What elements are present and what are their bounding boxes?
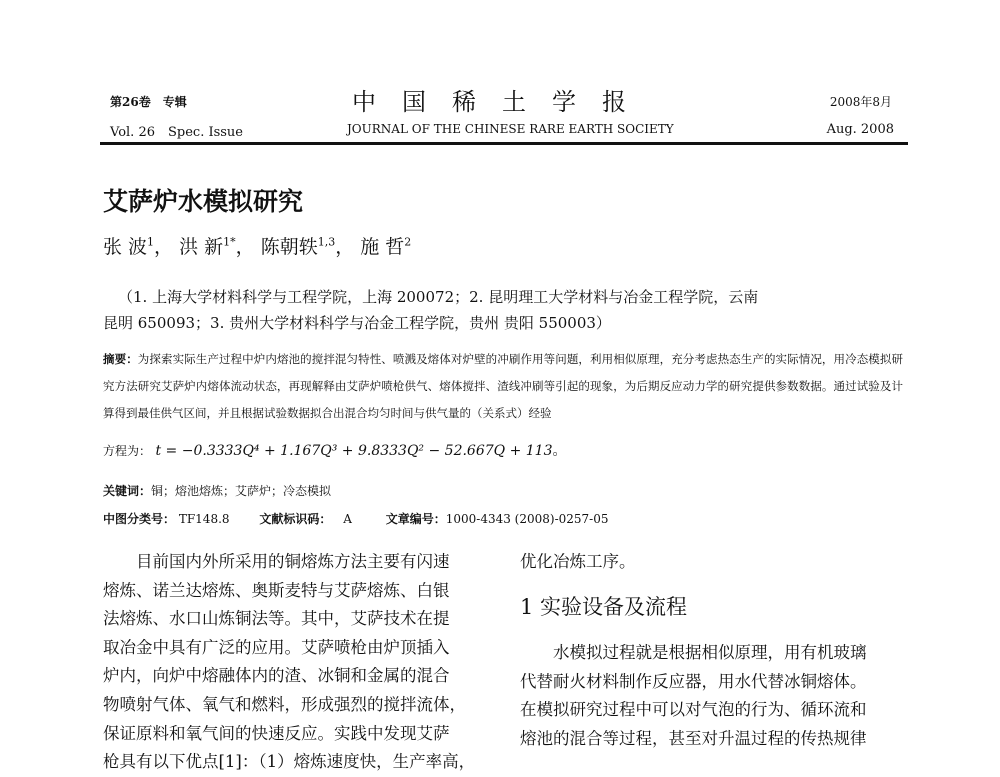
- formula-line: 方程为： t = −0.3333Q⁴ + 1.167Q³ + 9.8333Q² − 52.667Q + 113。: [103, 443, 567, 459]
- article-title: 艾萨炉水模拟研究: [103, 187, 304, 216]
- body-line: 保证原料和氧气间的快速反应。实践中发现艾萨: [103, 723, 450, 743]
- journal-title-cn: 中国稀土学报: [352, 88, 652, 116]
- article-number-label: 文章编号：: [385, 512, 446, 526]
- body-line: 取冶金中具有广泛的应用。艾萨喷枪由炉顶插入: [103, 637, 450, 657]
- body-line: 目前国内外所采用的铜熔炼方法主要有闪速: [136, 552, 450, 571]
- date-cn: 2008年8月: [829, 95, 892, 109]
- affiliations-line-1: （1. 上海大学材料科学与工程学院，上海 200072；2. 昆明理工大学材料与冶金工程学院，云南: [118, 288, 759, 306]
- body-line: 优化冶炼工序。: [520, 552, 636, 571]
- author-name: 施 哲: [360, 236, 405, 258]
- abstract-label: 摘要：: [103, 352, 138, 366]
- keywords-line: [103, 482, 331, 499]
- body-line: 水模拟过程就是根据相似原理，用有机玻璃: [553, 643, 867, 663]
- body-line: 在模拟研究过程中可以对气泡的行为、循环流和: [520, 700, 867, 720]
- body-line: 炉内，向炉中熔融体内的渣、冰铜和金属的混合: [103, 666, 450, 686]
- body-line: 熔池的混合等过程，甚至对升温过程的传热规律: [520, 728, 867, 748]
- volume-cn: 第26卷 专辑: [110, 95, 187, 109]
- clc-value: TF148.8: [178, 512, 230, 526]
- body-line: 物喷射气体、氧气和燃料，形成强烈的搅拌流体，: [103, 694, 466, 714]
- clc-label: 中图分类号：: [103, 512, 176, 526]
- body-line: 法熔炼、水口山炼铜法等。其中，艾萨技术在提: [103, 609, 450, 629]
- body-line: 枪具有以下优点[1]：（1）熔炼速度快，生产率高，: [103, 752, 476, 772]
- author-affiliation-mark: 1*: [223, 235, 236, 249]
- doc-code-label: 文献标识码：: [259, 512, 332, 526]
- classification-line: [103, 510, 609, 527]
- author-name: 张 波: [103, 236, 148, 258]
- abstract-text: 为探索实际生产过程中炉内熔池的搅拌混匀特性、喷溅及熔体对炉壁的冲刷作用等问题，利用相似原理，充分考虑热态生产的实际情况，用冷态模拟研究方法研究艾萨炉内熔体流动状态，再现解释由艾萨炉喷枪供气、熔体搅拌、渣线冲刷等引起的现象，为后期反应动力学的研究提供参数数据。通过试验及计算得到最佳供气区间，并且根据试验数据拟合出混合均匀时间与供气量的（关系式）经验: [103, 352, 904, 420]
- body-line: 熔炼、诺兰达熔炼、奥斯麦特与艾萨熔炼、白银: [103, 580, 450, 600]
- doc-code-value: A: [343, 512, 352, 526]
- formula-label: 方程为：: [103, 444, 152, 458]
- body-line: 代替耐火材料制作反应器，用水代替冰铜熔体。: [520, 671, 867, 691]
- keywords-label: 关键词：: [103, 484, 152, 498]
- abstract: [103, 346, 903, 427]
- body-left-column: [103, 548, 488, 777]
- author-affiliation-mark: 2: [404, 235, 412, 249]
- formula: t = −0.3333Q⁴ + 1.167Q³ + 9.8333Q² − 52.667Q + 113: [155, 443, 553, 459]
- header-rule: [100, 142, 908, 145]
- section-heading: 1 实验设备及流程: [520, 594, 688, 619]
- author-list: 张 波$^1$， 洪 新$^{1*}$， 陈朝轶$^{1,3}$， 施 哲$^2$: [103, 235, 412, 258]
- date-en: Aug. 2008: [826, 122, 894, 137]
- author-affiliation-mark: 1,3: [317, 235, 336, 249]
- volume-en: Vol. 26 Spec. Issue: [110, 125, 243, 140]
- author-name: 洪 新: [179, 236, 224, 258]
- author-affiliation-mark: 1: [147, 235, 155, 249]
- journal-title-en: JOURNAL OF THE CHINESE RARE EARTH SOCIETY: [347, 122, 674, 136]
- body-right-column: [520, 548, 910, 754]
- article-number-value: 1000-4343 (2008)-0257-05: [445, 512, 609, 526]
- keywords: 铜；熔池熔炼；艾萨炉；冷态模拟: [151, 484, 332, 498]
- author-name: 陈朝轶: [260, 236, 318, 258]
- affiliations-line-2: 昆明 650093；3. 贵州大学材料科学与冶金工程学院，贵州 贵阳 550003）: [103, 314, 611, 332]
